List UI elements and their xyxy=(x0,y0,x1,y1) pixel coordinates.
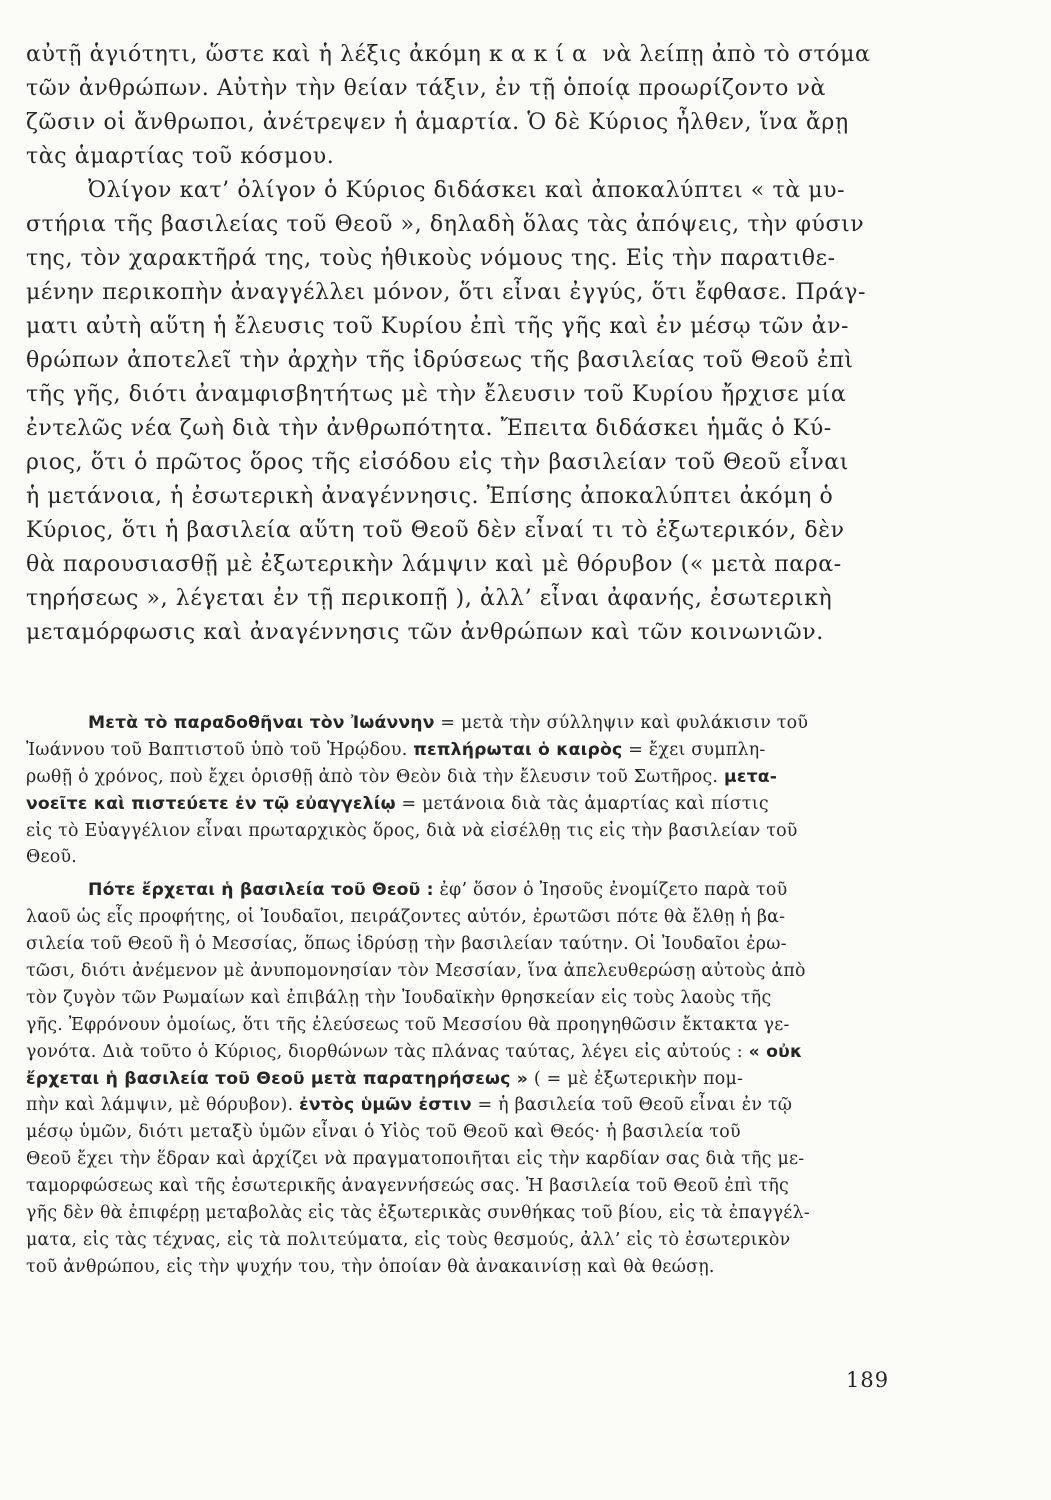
note-line xyxy=(26,710,876,737)
note-line: γῆς. Ἐφρόνουν ὁμοίως, ὅτι τῆς ἐλεύσεως τοῦ Μεσσίου θὰ προηγηθῶσιν ἔκτακτα γε- xyxy=(26,1014,790,1035)
note-line xyxy=(26,791,876,818)
text-line: ζῶσιν οἱ ἄνθρωποι, ἀνέτρεψεν ἡ ἁμαρτία. Ὁ δὲ Κύριος ἦλθεν, ἵνα ἄρῃ xyxy=(26,110,849,135)
note-heading: ἐντὸς ὑμῶν ἐστιν xyxy=(299,1095,472,1116)
text-line xyxy=(26,38,876,72)
note-line xyxy=(26,1039,876,1066)
text-span: Ἰωάννου τοῦ Βαπτιστοῦ ὑπὸ τοῦ Ἡρῴδου. xyxy=(26,739,414,760)
text-line: ριος, ὅτι ὁ πρῶτος ὅρος τῆς εἰσόδου εἰς τὴν βασιλείαν τοῦ Θεοῦ εἶναι xyxy=(26,450,849,475)
note-line: Θεοῦ ἔχει τὴν ἕδραν καὶ ἀρχίζει νὰ πραγματοποιῆται εἰς τὴν καρδίαν σας διὰ τῆς με- xyxy=(26,1149,805,1170)
text-span: = μετάνοια διὰ τὰς ἁμαρτίας καὶ πίστις xyxy=(395,793,769,814)
text-line: της, τὸν χαρακτῆρά της, τοὺς ἠθικοὺς νόμους της. Εἰς τὴν παρατιθε- xyxy=(26,246,836,271)
note-line: γῆς δὲν θὰ ἐπιφέρῃ μεταβολὰς εἰς τὰς ἐξωτερικὰς συνθήκας τοῦ βίου, εἰς τὰ ἐπαγγέλ- xyxy=(26,1203,810,1224)
text-span: πὴν καὶ λάμψιν, μὲ θόρυβον). xyxy=(26,1095,300,1116)
text-line: στήρια τῆς βασιλείας τοῦ Θεοῦ », δηλαδὴ ὅλας τὰς ἀπόψεις, τὴν φύσιν xyxy=(26,212,865,237)
note-heading: Πότε ἔρχεται ἡ βασιλεία τοῦ Θεοῦ : xyxy=(88,880,434,901)
note-line xyxy=(26,737,876,764)
text-line: τῶν ἀνθρώπων. Αὐτὴν τὴν θείαν τάξιν, ἐν τῇ ὁποίᾳ προωρίζοντο νὰ xyxy=(26,76,826,101)
note-line: ταμορφώσεως καὶ τῆς ἐσωτερικῆς ἀναγεννήσεώς σας. Ἡ βασιλεία τοῦ Θεοῦ ἐπὶ τῆς xyxy=(26,1176,790,1197)
main-text xyxy=(26,38,876,650)
text-line: Κύριος, ὅτι ἡ βασιλεία αὕτη τοῦ Θεοῦ δὲν εἶναί τι τὸ ἐξωτερικόν, δὲν xyxy=(26,518,845,543)
text-line: μένην περικοπὴν ἀναγγέλλει μόνον, ὅτι εἶναι ἐγγύς, ὅτι ἔφθασε. Πράγ- xyxy=(26,280,867,305)
text-span: = ἔχει συμπλη- xyxy=(622,739,766,760)
text-span: νὰ λείπῃ ἀπὸ τὸ στόμα xyxy=(594,42,871,67)
note-line xyxy=(26,1066,876,1093)
note-line: σιλεία τοῦ Θεοῦ ἢ ὁ Μεσσίας, ὅπως ἱδρύσῃ τὴν βασιλείαν ταύτην. Οἱ Ἰουδαῖοι ἐρω- xyxy=(26,934,787,955)
text-line: τὰς ἁμαρτίας τοῦ κόσμου. xyxy=(26,144,335,169)
text-span: = ἡ βασιλεία τοῦ Θεοῦ εἶναι ἐν τῷ xyxy=(471,1095,793,1116)
note-heading: ἔρχεται ἡ βασιλεία τοῦ Θεοῦ μετὰ παρατηρήσεως » xyxy=(26,1068,529,1089)
note-heading: νοεῖτε καὶ πιστεύετε ἐν τῷ εὐαγγελίῳ xyxy=(26,793,396,814)
page-number: 189 xyxy=(846,1368,890,1392)
text-line: ματι αὐτὴ αὕτη ἡ ἔλευσις τοῦ Κυρίου ἐπὶ τῆς γῆς καὶ ἐν μέσῳ τῶν ἀν- xyxy=(26,314,850,339)
text-line: ἡ μετάνοια, ἡ ἐσωτερικὴ ἀναγέννησις. Ἐπίσης ἀποκαλύπτει ἀκόμη ὁ xyxy=(26,484,834,509)
note-line: ματα, εἰς τὰς τέχνας, εἰς τὰ πολιτεύματα, εἰς τοὺς θεσμούς, ἀλλ’ εἰς τὸ ἐσωτερικὸν xyxy=(26,1229,791,1250)
commentary-notes xyxy=(26,710,876,1281)
note-heading: « οὐκ xyxy=(748,1041,803,1062)
text-line: θὰ παρουσιασθῇ μὲ ἐξωτερικὴν λάμψιν καὶ μὲ θόρυβον (« μετὰ παρα- xyxy=(26,552,842,577)
note-heading: μετα- xyxy=(724,766,778,787)
note-line: μέσῳ ὑμῶν, διότι μεταξὺ ὑμῶν εἶναι ὁ Υἱὸς τοῦ Θεοῦ καὶ Θεός· ἡ βασιλεία τοῦ xyxy=(26,1122,741,1143)
text-line: ἐντελῶς νέα ζωὴ διὰ τὴν ἀνθρωπότητα. Ἔπειτα διδάσκει ἡμᾶς ὁ Κύ- xyxy=(26,416,832,441)
text-span: ( = μὲ ἐξωτερικὴν πομ- xyxy=(528,1068,744,1089)
text-span: ἐφ’ ὅσον ὁ Ἰησοῦς ἐνομίζετο παρὰ τοῦ xyxy=(433,880,788,901)
text-line: θρώπων ἀποτελεῖ τὴν ἀρχὴν τῆς ἱδρύσεως τῆς βασιλείας τοῦ Θεοῦ ἐπὶ xyxy=(26,348,854,373)
note-line xyxy=(26,764,876,791)
text-span: ρωθῇ ὁ χρόνος, ποὺ ἔχει ὁρισθῇ ἀπὸ τὸν Θεὸν διὰ τὴν ἔλευσιν τοῦ Σωτῆρος. xyxy=(26,766,724,787)
text-line: μεταμόρφωσις καὶ ἀναγέννησις τῶν ἀνθρώπων καὶ τῶν κοινωνιῶν. xyxy=(26,620,824,645)
note-line: τὸν ζυγὸν τῶν Ρωμαίων καὶ ἐπιβάλῃ τὴν Ἰουδαϊκὴν θρησκείαν εἰς τοὺς λαοὺς τῆς xyxy=(26,987,772,1008)
text-line: τηρήσεως », λέγεται ἐν τῇ περικοπῇ ), ἀλλ’ εἶναι ἀφανής, ἐσωτερικὴ xyxy=(26,586,833,611)
paragraph-start: Ὀλίγον κατ’ ὀλίγον ὁ Κύριος διδάσκει καὶ ἀποκαλύπτει « τὰ μυ- xyxy=(88,178,846,203)
note-heading: Μετὰ τὸ παραδοθῆναι τὸν Ἰωάννην xyxy=(88,713,435,733)
spaced-word: κακία xyxy=(489,42,595,67)
note-line: λαοῦ ὡς εἷς προφήτης, οἱ Ἰουδαῖοι, πειράζοντες αὐτόν, ἐρωτῶσι πότε θὰ ἔλθῃ ἡ βα- xyxy=(26,907,786,928)
note-heading: πεπλήρωται ὁ καιρὸς xyxy=(413,739,623,760)
text-span: αὐτῇ ἁγιότητι, ὥστε καὶ ἡ λέξις ἀκόμη xyxy=(26,42,490,67)
note-line: τοῦ ἀνθρώπου, εἰς τὴν ψυχήν του, τὴν ὁποίαν θὰ ἀνακαινίσῃ καὶ θὰ θεώσῃ. xyxy=(26,1256,715,1277)
text-span: = μετὰ τὴν σύλληψιν καὶ φυλάκισιν τοῦ xyxy=(434,713,809,733)
note-line: τῶσι, διότι ἀνέμενον μὲ ἀνυπομονησίαν τὸν Μεσσίαν, ἵνα ἀπελευθερώσῃ αὐτοὺς ἀπὸ xyxy=(26,961,806,982)
text-line: τῆς γῆς, διότι ἀναμφισβητήτως μὲ τὴν ἔλευσιν τοῦ Κυρίου ἤρχισε μία xyxy=(26,382,847,407)
text-span: γονότα. Διὰ τοῦτο ὁ Κύριος, διορθώνων τὰς πλάνας ταύτας, λέγει εἰς αὐτούς : xyxy=(26,1041,749,1062)
note-line: Θεοῦ. xyxy=(26,847,78,868)
note-line: εἰς τὸ Εὐαγγέλιον εἶναι πρωταρχικὸς ὅρος, διὰ νὰ εἰσέλθῃ τις εἰς τὴν βασιλείαν τοῦ xyxy=(26,820,798,841)
note-line xyxy=(26,1092,876,1119)
note-line xyxy=(26,877,876,904)
